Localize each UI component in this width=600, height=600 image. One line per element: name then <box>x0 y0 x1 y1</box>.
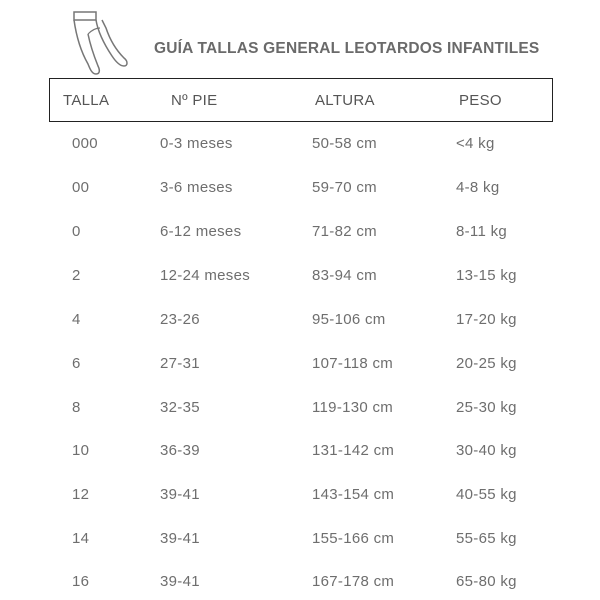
cell-peso: 4-8 kg <box>456 179 500 196</box>
cell-altura: 119-130 cm <box>312 399 394 416</box>
header-peso: PESO <box>459 92 502 109</box>
cell-talla: 6 <box>72 355 81 372</box>
cell-pie: 12-24 meses <box>160 267 251 284</box>
table-row <box>0 399 600 421</box>
cell-altura: 83-94 cm <box>312 267 377 284</box>
table-row <box>0 442 600 464</box>
cell-pie: 39-41 <box>160 530 200 547</box>
table-header-row <box>0 78 600 109</box>
cell-peso: 30-40 kg <box>456 442 517 459</box>
header-pie: Nº PIE <box>171 92 218 109</box>
cell-peso: 13-15 kg <box>456 267 517 284</box>
cell-altura: 143-154 cm <box>312 486 395 503</box>
cell-altura: 131-142 cm <box>312 442 395 459</box>
table-row <box>0 179 600 201</box>
cell-talla: 10 <box>72 442 90 459</box>
cell-talla: 0 <box>72 223 81 240</box>
cell-altura: 155-166 cm <box>312 530 395 547</box>
cell-pie: 27-31 <box>160 355 200 372</box>
cell-talla: 00 <box>72 179 90 196</box>
cell-talla: 14 <box>72 530 90 547</box>
tights-icon <box>66 6 130 80</box>
table-row <box>0 486 600 508</box>
cell-altura: 95-106 cm <box>312 311 386 328</box>
cell-talla: 000 <box>72 135 98 152</box>
table-row <box>0 223 600 245</box>
cell-altura: 59-70 cm <box>312 179 377 196</box>
cell-pie: 39-41 <box>160 486 200 503</box>
cell-talla: 2 <box>72 267 81 284</box>
table-row <box>0 573 600 595</box>
table-row <box>0 267 600 289</box>
header-talla: TALLA <box>63 92 110 109</box>
cell-altura: 167-178 cm <box>312 573 395 590</box>
table-row <box>0 355 600 377</box>
cell-talla: 12 <box>72 486 90 503</box>
cell-pie: 23-26 <box>160 311 200 328</box>
cell-peso: 65-80 kg <box>456 573 517 590</box>
cell-peso: 25-30 kg <box>456 399 517 416</box>
table-row <box>0 311 600 333</box>
cell-pie: 39-41 <box>160 573 200 590</box>
cell-pie: 6-12 meses <box>160 223 242 240</box>
cell-altura: 107-118 cm <box>312 355 394 372</box>
cell-talla: 4 <box>72 311 81 328</box>
cell-peso: 20-25 kg <box>456 355 517 372</box>
table-row <box>0 135 600 157</box>
header-altura: ALTURA <box>315 92 375 109</box>
cell-peso: 40-55 kg <box>456 486 517 503</box>
cell-talla: 16 <box>72 573 90 590</box>
cell-altura: 71-82 cm <box>312 223 377 240</box>
cell-talla: 8 <box>72 399 81 416</box>
cell-altura: 50-58 cm <box>312 135 377 152</box>
cell-pie: 32-35 <box>160 399 200 416</box>
cell-pie: 0-3 meses <box>160 135 233 152</box>
page-title: GUÍA TALLAS GENERAL LEOTARDOS INFANTILES <box>154 40 540 57</box>
table-row <box>0 530 600 552</box>
cell-pie: 36-39 <box>160 442 200 459</box>
cell-pie: 3-6 meses <box>160 179 233 196</box>
cell-peso: 17-20 kg <box>456 311 517 328</box>
cell-peso: <4 kg <box>456 135 495 152</box>
cell-peso: 55-65 kg <box>456 530 517 547</box>
cell-peso: 8-11 kg <box>456 223 508 240</box>
